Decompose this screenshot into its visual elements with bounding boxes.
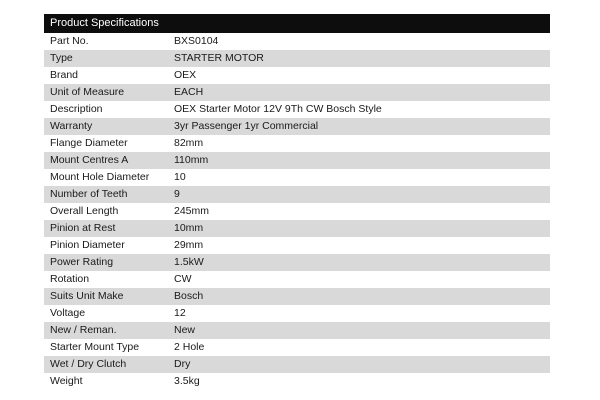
spec-label: Pinion at Rest: [50, 222, 116, 234]
spec-value: 245mm: [174, 205, 210, 217]
spec-label: Warranty: [50, 120, 93, 132]
table-row: [44, 254, 550, 271]
spec-label: Pinion Diameter: [50, 239, 125, 251]
spec-value: 9: [174, 188, 180, 200]
spec-label: Rotation: [50, 273, 90, 285]
table-row: [44, 237, 550, 254]
spec-label: Suits Unit Make: [50, 290, 124, 302]
table-header-title: Product Specifications: [44, 14, 550, 33]
spec-value: EACH: [174, 86, 204, 98]
spec-value: 29mm: [174, 239, 204, 251]
spec-label: Starter Mount Type: [50, 341, 140, 353]
product-specifications-table: [44, 14, 550, 390]
spec-value: 12: [174, 307, 186, 319]
table-row: [44, 33, 550, 50]
spec-value: 10: [174, 171, 186, 183]
spec-label: Power Rating: [50, 256, 114, 268]
spec-value: Bosch: [174, 290, 204, 302]
spec-value: 3yr Passenger 1yr Commercial: [174, 120, 319, 132]
spec-value: 10mm: [174, 222, 204, 234]
spec-label: Unit of Measure: [50, 86, 125, 98]
table-row: [44, 339, 550, 356]
table-row: [44, 67, 550, 84]
table-row: [44, 356, 550, 373]
table-row: [44, 288, 550, 305]
spec-value: 110mm: [174, 154, 209, 166]
table-row: [44, 373, 550, 390]
spec-label: New / Reman.: [50, 324, 117, 336]
table-row: [44, 84, 550, 101]
spec-label: Wet / Dry Clutch: [50, 358, 127, 370]
table-row: [44, 118, 550, 135]
spec-label: Mount Centres A: [50, 154, 129, 166]
spec-label: Flange Diameter: [50, 137, 128, 149]
spec-label: Type: [50, 52, 73, 64]
table-row: [44, 186, 550, 203]
table-row: [44, 50, 550, 67]
table-row: [44, 169, 550, 186]
table-row: [44, 322, 550, 339]
spec-value: New: [174, 324, 196, 336]
spec-label: Weight: [50, 375, 83, 387]
table-row: [44, 135, 550, 152]
spec-value: 2 Hole: [174, 341, 205, 353]
spec-label: Description: [50, 103, 103, 115]
table-row: [44, 101, 550, 118]
spec-value: 82mm: [174, 137, 204, 149]
spec-value: OEX: [174, 69, 197, 81]
table-row: [44, 305, 550, 322]
table-row: [44, 220, 550, 237]
spec-value: Dry: [174, 358, 191, 370]
spec-label: Brand: [50, 69, 79, 81]
table-row: [44, 203, 550, 220]
spec-label: Mount Hole Diameter: [50, 171, 150, 183]
spec-label: Voltage: [50, 307, 86, 319]
spec-value: 3.5kg: [174, 375, 200, 387]
spec-rows: [44, 33, 550, 390]
table-row: [44, 152, 550, 169]
spec-value: 1.5kW: [174, 256, 204, 268]
table-row: [44, 271, 550, 288]
spec-label: Part No.: [50, 35, 89, 47]
spec-label: Number of Teeth: [50, 188, 128, 200]
spec-label: Overall Length: [50, 205, 119, 217]
spec-value: BXS0104: [174, 35, 219, 47]
spec-value: OEX Starter Motor 12V 9Th CW Bosch Style: [174, 103, 382, 115]
spec-value: CW: [174, 273, 192, 285]
spec-value: STARTER MOTOR: [174, 52, 264, 64]
